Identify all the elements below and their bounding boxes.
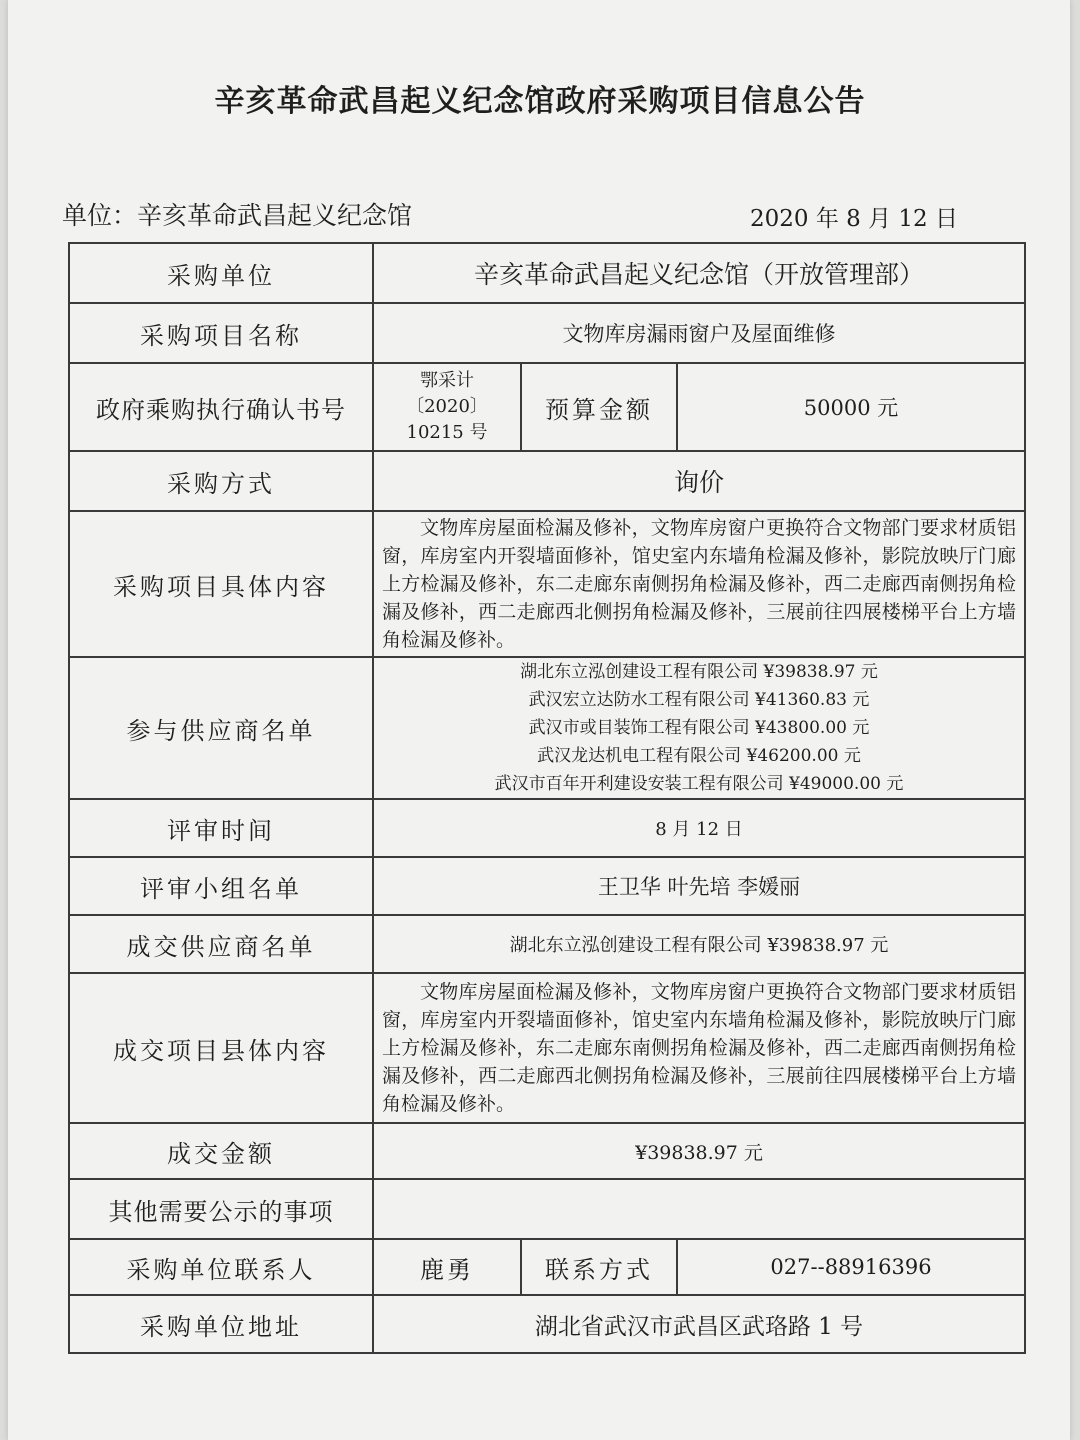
winner-label: 成交供应商名单 <box>69 915 373 973</box>
row-review-time <box>69 799 1025 857</box>
row-address <box>69 1295 1025 1353</box>
other-value <box>373 1179 1025 1239</box>
review-panel-label: 评审小组名单 <box>69 857 373 915</box>
content-label: 采购项目具体内容 <box>69 511 373 657</box>
row-winner <box>69 915 1025 973</box>
budget-label: 预算金额 <box>521 363 677 451</box>
row-deal-content <box>69 973 1025 1123</box>
supplier-item: 武汉市或目装饰工程有限公司 ¥43800.00 元 <box>528 718 870 738</box>
row-project-name <box>69 303 1025 363</box>
review-panel-value: 王卫华 叶先培 李媛丽 <box>373 857 1025 915</box>
suppliers-list <box>373 657 1025 799</box>
phone-label: 联系方式 <box>521 1239 677 1295</box>
row-content <box>69 511 1025 657</box>
contact-name: 鹿勇 <box>373 1239 521 1295</box>
supplier-item: 湖北东立泓创建设工程有限公司 ¥39838.97 元 <box>520 662 878 682</box>
purchaser-value: 辛亥革命武昌起义纪念馆（开放管理部） <box>373 243 1025 303</box>
deal-amount-label: 成交金额 <box>69 1123 373 1179</box>
deal-content-value: 文物库房屋面检漏及修补，文物库房窗户更换符合文物部门要求材质铝窗，库房室内开裂墙面修补，馆史室内东墙角检漏及修补，影院放映厅门廊上方检漏及修补，东二走廊东南侧拐角检漏及修补，西二走廊西南侧拐角检漏及修补，西二走廊西北侧拐角检漏及修补，三展前往四展楼梯平台上方墙角检漏及修补。 <box>373 973 1025 1123</box>
phone-value: 027--88916396 <box>677 1239 1025 1295</box>
winner-value: 湖北东立泓创建设工程有限公司 ¥39838.97 元 <box>373 915 1025 973</box>
row-review-panel <box>69 857 1025 915</box>
project-name-value: 文物库房漏雨窗户及屋面维修 <box>373 303 1025 363</box>
method-value: 询价 <box>373 451 1025 511</box>
deal-amount-value: ¥39838.97 元 <box>373 1123 1025 1179</box>
document-title: 辛亥革命武昌起义纪念馆政府采购项目信息公告 <box>214 84 866 119</box>
row-confirmation <box>69 363 1025 451</box>
purchaser-label: 采购单位 <box>69 243 373 303</box>
deal-content-label: 成交项目县体内容 <box>69 973 373 1123</box>
supplier-item: 武汉宏立达防水工程有限公司 ¥41360.83 元 <box>528 690 870 710</box>
budget-value: 50000 元 <box>677 363 1025 451</box>
supplier-item: 武汉市百年开利建设安装工程有限公司 ¥49000.00 元 <box>494 774 904 794</box>
procurement-table <box>68 242 1026 1354</box>
review-time-value: 8 月 12 日 <box>373 799 1025 857</box>
row-contact <box>69 1239 1025 1295</box>
address-value: 湖北省武汉市武昌区武珞路 1 号 <box>373 1295 1025 1353</box>
confirmation-number-line-1: 鄂采计 <box>420 370 474 391</box>
unit-line: 单位：辛亥革命武昌起义纪念馆 <box>62 201 413 230</box>
address-label: 采购单位地址 <box>69 1295 373 1353</box>
confirmation-number <box>373 363 521 451</box>
method-label: 采购方式 <box>69 451 373 511</box>
row-purchaser <box>69 243 1025 303</box>
confirmation-number-line-2: 〔2020〕 <box>406 396 488 417</box>
project-name-label: 采购项目名称 <box>69 303 373 363</box>
confirmation-number-line-3: 10215 号 <box>406 422 488 443</box>
row-other <box>69 1179 1025 1239</box>
document-date: 2020 年 8 月 12 日 <box>750 206 958 232</box>
contact-label: 采购单位联系人 <box>69 1239 373 1295</box>
suppliers-label: 参与供应商名单 <box>69 657 373 799</box>
row-suppliers <box>69 657 1025 799</box>
supplier-item: 武汉龙达机电工程有限公司 ¥46200.00 元 <box>537 746 861 766</box>
content-value: 文物库房屋面检漏及修补，文物库房窗户更换符合文物部门要求材质铝窗，库房室内开裂墙面修补，馆史室内东墙角检漏及修补，影院放映厅门廊上方检漏及修补，东二走廊东南侧拐角检漏及修补，西二走廊西南侧拐角检漏及修补，西二走廊西北侧拐角检漏及修补，三展前往四展楼梯平台上方墙角检漏及修补。 <box>373 511 1025 657</box>
row-method <box>69 451 1025 511</box>
row-deal-amount <box>69 1123 1025 1179</box>
review-time-label: 评审时间 <box>69 799 373 857</box>
other-label: 其他需要公示的事项 <box>69 1179 373 1239</box>
confirmation-label: 政府乘购执行确认书号 <box>69 363 373 451</box>
